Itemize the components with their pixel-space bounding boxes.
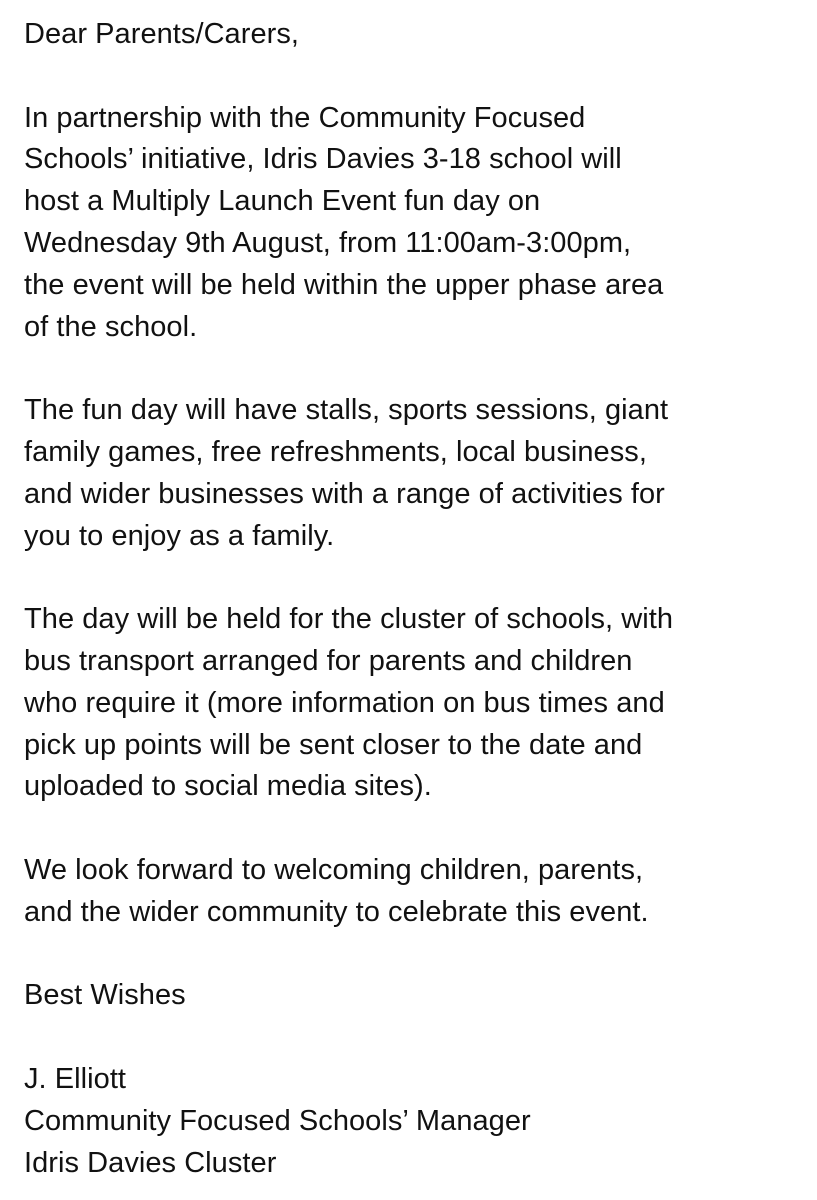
paragraph-activities (24, 390, 809, 557)
paragraph-transport (24, 599, 809, 808)
text-line: Wednesday 9th August, from 11:00am-3:00pm, (24, 226, 632, 259)
text-line: host a Multiply Launch Event fun day on (24, 185, 541, 218)
letter-body (24, 14, 809, 1184)
paragraph-spacer (24, 56, 809, 98)
text-line: and wider businesses with a range of activities for (24, 477, 665, 510)
text-line: bus transport arranged for parents and children (24, 644, 633, 677)
paragraph-spacer (24, 1017, 809, 1059)
text-line: The day will be held for the cluster of schools, with (24, 603, 674, 636)
text-line: you to enjoy as a family. (24, 519, 335, 552)
signature-organisation: Idris Davies Cluster (24, 1146, 277, 1179)
text-line: of the school. (24, 310, 198, 343)
text-line: the event will be held within the upper phase area (24, 268, 664, 301)
paragraph-spacer (24, 348, 809, 390)
text-line: uploaded to social media sites). (24, 770, 432, 803)
paragraph-welcome (24, 850, 809, 934)
text-line: family games, free refreshments, local business, (24, 435, 647, 468)
text-line: In partnership with the Community Focused (24, 101, 586, 134)
closing: Best Wishes (24, 979, 186, 1012)
signature-block (24, 1059, 809, 1184)
text-line: We look forward to welcoming children, parents, (24, 853, 644, 886)
text-line: The fun day will have stalls, sports sessions, giant (24, 394, 669, 427)
signature-name: J. Elliott (24, 1062, 127, 1095)
paragraph-event-announcement (24, 98, 809, 349)
paragraph-spacer (24, 557, 809, 599)
text-line: and the wider community to celebrate this event. (24, 895, 649, 928)
text-line: pick up points will be sent closer to the date and (24, 728, 643, 761)
greeting: Dear Parents/Carers, (24, 18, 299, 50)
text-line: who require it (more information on bus times and (24, 686, 665, 719)
paragraph-spacer (24, 808, 809, 850)
text-line: Schools’ initiative, Idris Davies 3-18 school will (24, 143, 622, 176)
paragraph-spacer (24, 934, 809, 976)
signature-role: Community Focused Schools’ Manager (24, 1104, 531, 1137)
